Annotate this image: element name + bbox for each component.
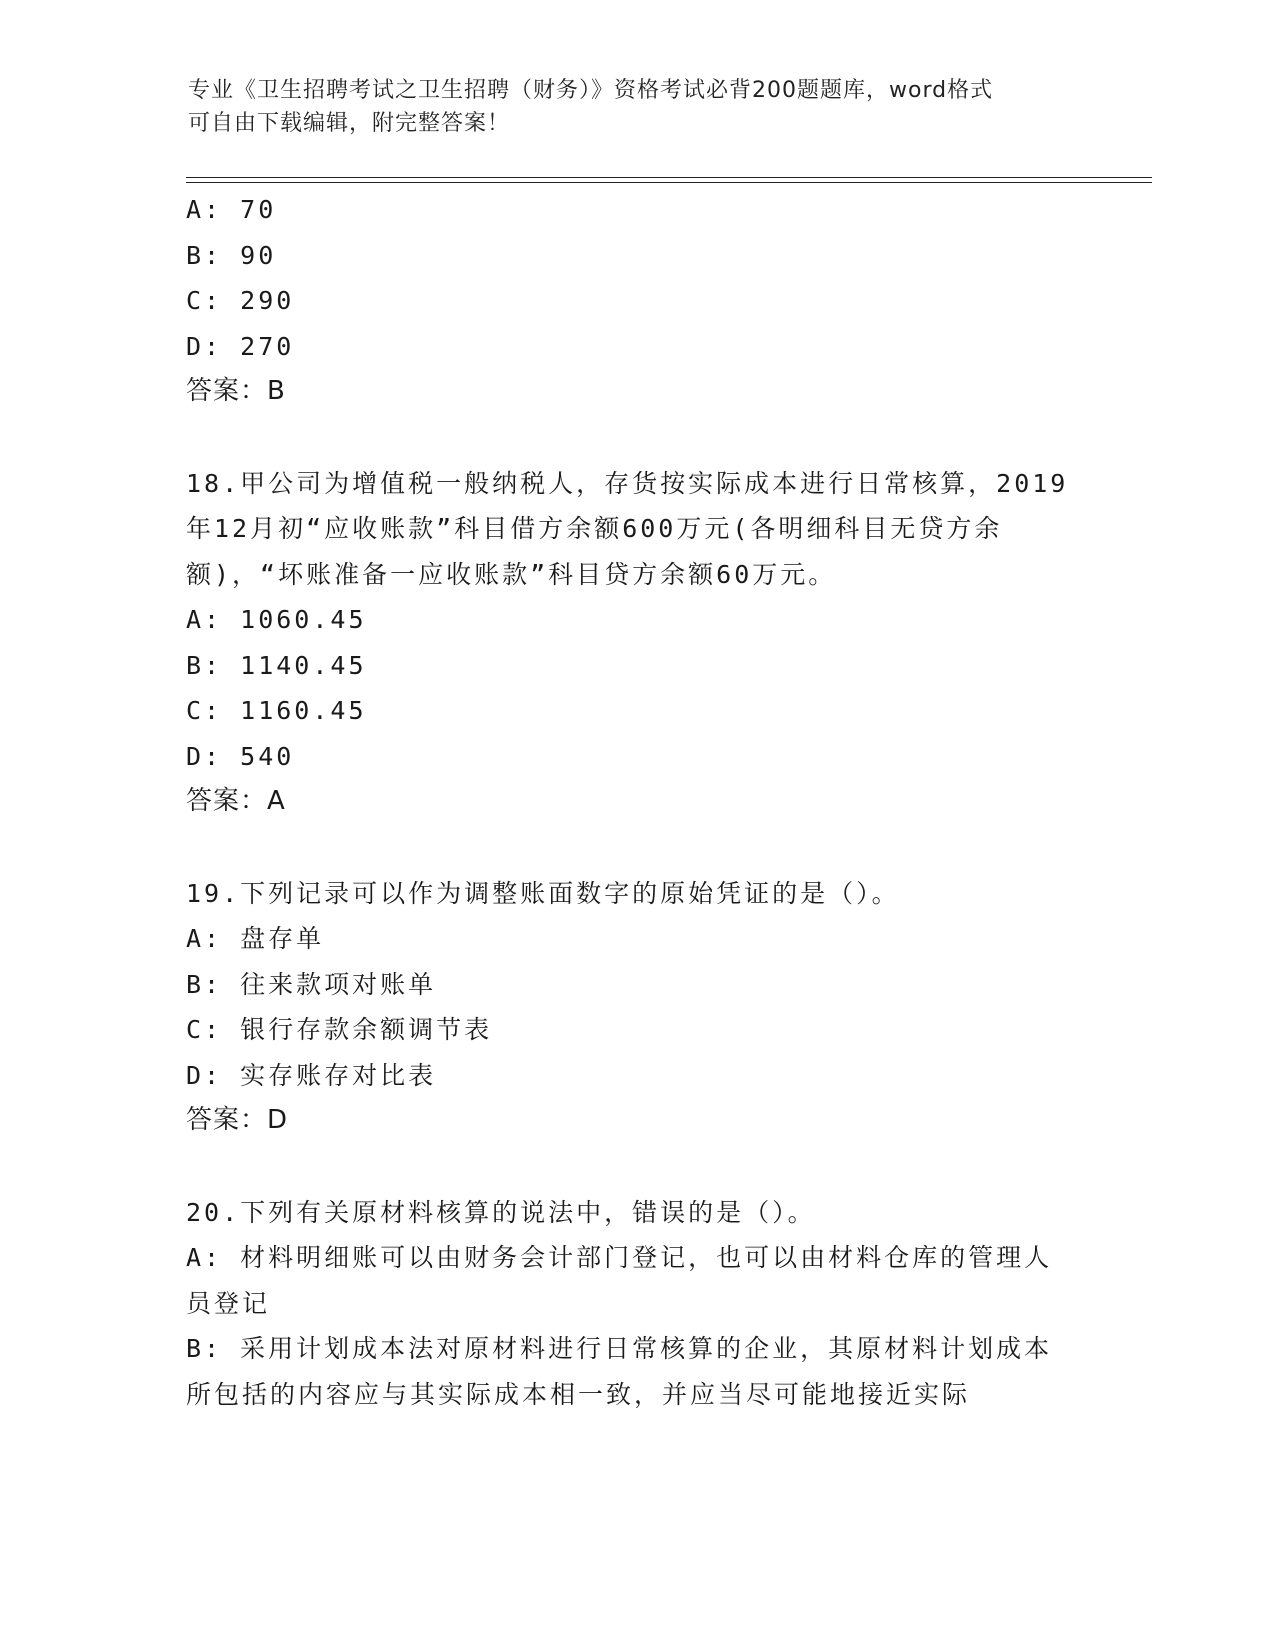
question-18 [186, 461, 1086, 825]
header-divider-top [186, 177, 1152, 178]
option-a: A: 1060.45 [186, 605, 367, 634]
question-19 [186, 871, 1086, 1144]
option-a: A: 盘存单 [186, 924, 325, 953]
question-17 [186, 187, 1086, 415]
spacer [186, 415, 1086, 461]
option-b: B: 1140.45 [186, 650, 367, 680]
header-divider-bottom [186, 182, 1152, 183]
option-d: D: 540 [186, 741, 295, 771]
header-line-1: 专业《卫生招聘考试之卫生招聘（财务）》资格考试必背200题题库，word格式 [188, 78, 994, 103]
option-a-continued: 员登记 [186, 1288, 271, 1318]
question-text [186, 461, 1086, 598]
header-line-2: 可自由下载编辑，附完整答案！ [188, 111, 511, 136]
answer: 答案：B [186, 376, 286, 406]
option-b-continued: 所包括的内容应与其实际成本相一致，并应当尽可能地接近实际 [186, 1379, 971, 1409]
question-text-line: 年12月初“应收账款”科目借方余额600万元(各明细科目无贷方余 [186, 514, 1003, 543]
question-text-line: 18.甲公司为增值税一般纳税人，存货按实际成本进行日常核算，2019 [186, 468, 1069, 498]
option-d: D: 270 [186, 331, 295, 361]
option-c: C: 银行存款余额调节表 [186, 1015, 493, 1044]
spacer [186, 1144, 1086, 1190]
option-a: A: 70 [186, 195, 277, 224]
option-b: B: 90 [186, 240, 277, 270]
question-text: 19.下列记录可以作为调整账面数字的原始凭证的是（）。 [186, 878, 900, 908]
question-text-line: 额)，“坏账准备一应收账款”科目贷方余额60万元。 [186, 559, 837, 589]
option-c: C: 1160.45 [186, 696, 367, 725]
spacer [186, 825, 1086, 871]
option-a: A: 材料明细账可以由财务会计部门登记，也可以由材料仓库的管理人 [186, 1243, 1053, 1272]
document-header [188, 74, 1068, 140]
question-text: 20.下列有关原材料核算的说法中，错误的是（）。 [186, 1197, 816, 1227]
question-list [186, 187, 1086, 1417]
option-b: B: 采用计划成本法对原材料进行日常核算的企业，其原材料计划成本 [186, 1334, 1053, 1363]
option-c: C: 290 [186, 286, 295, 315]
option-d: D: 实存账存对比表 [186, 1060, 437, 1090]
answer: 答案：A [186, 786, 286, 816]
option-b: B: 往来款项对账单 [186, 969, 437, 999]
answer: 答案：D [186, 1105, 289, 1135]
question-20 [186, 1190, 1086, 1418]
